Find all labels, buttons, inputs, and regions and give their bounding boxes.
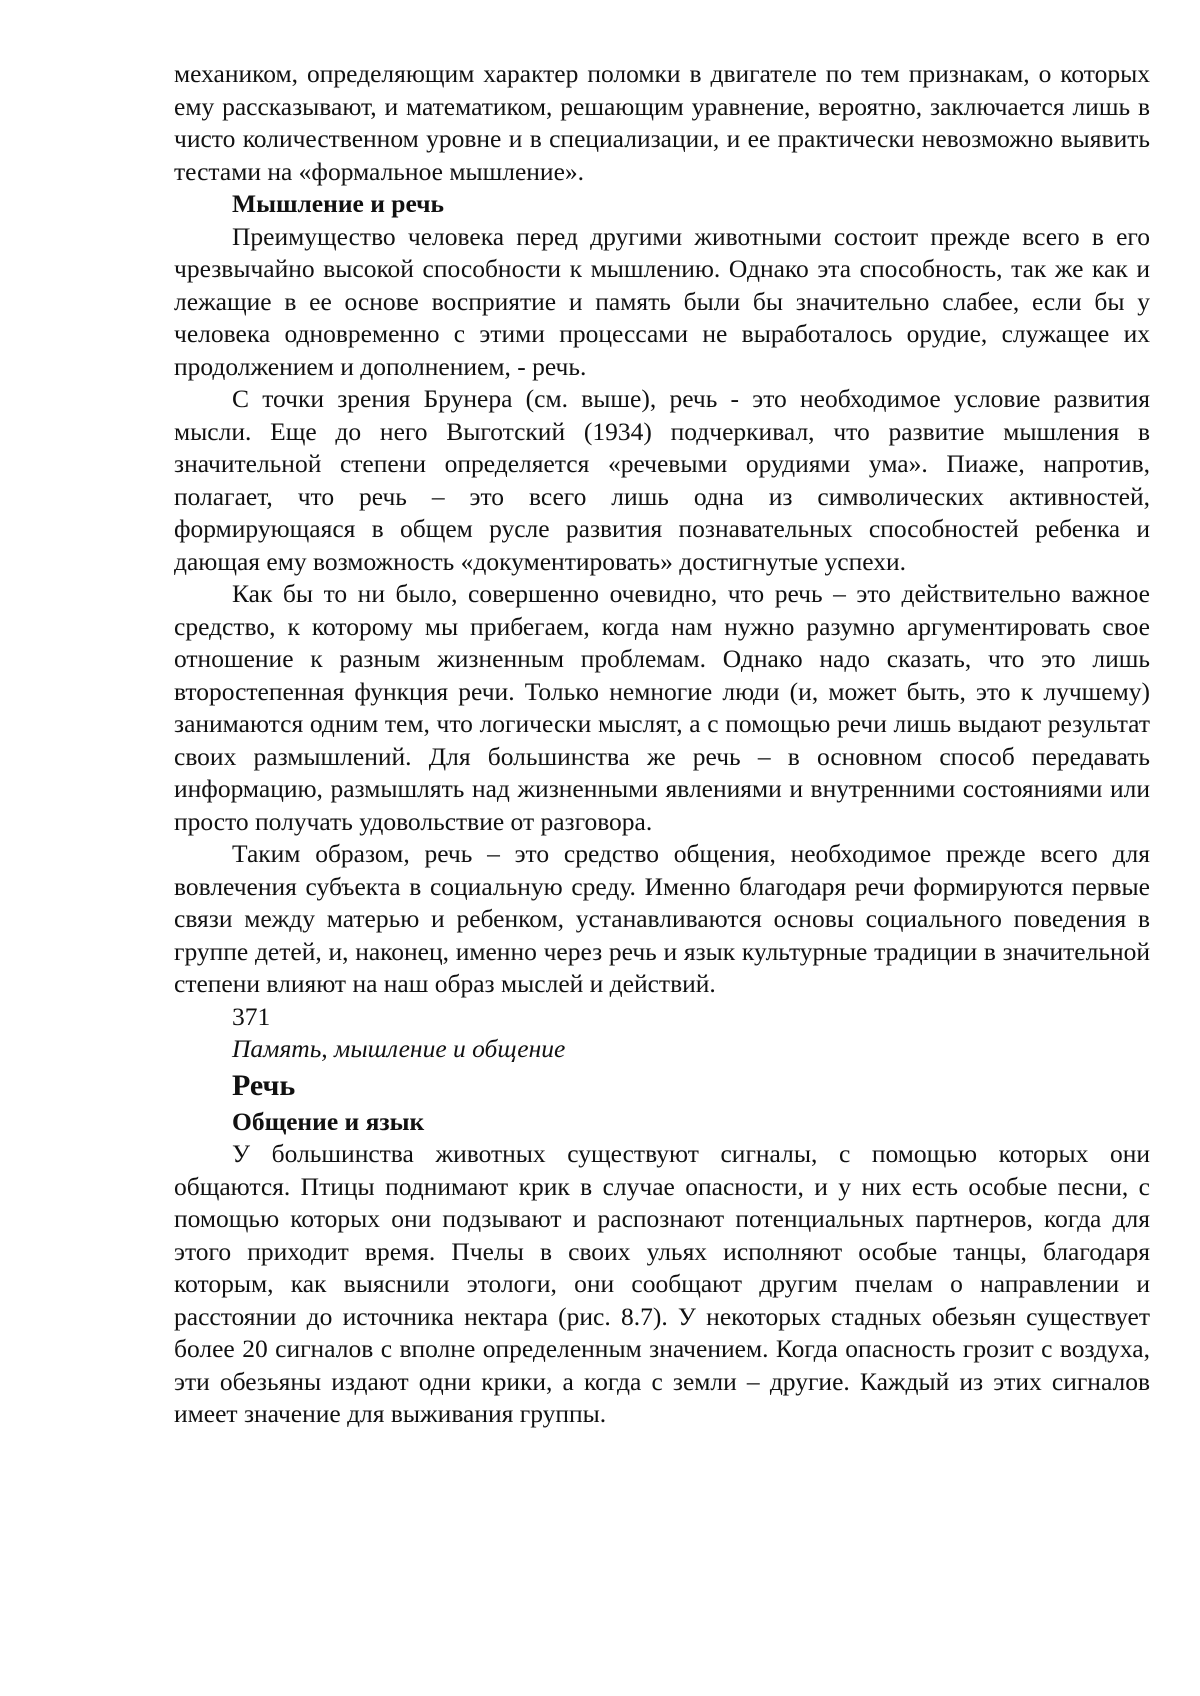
section-heading-thinking-speech: Мышление и речь (232, 189, 445, 218)
running-title: Память, мышление и общение (232, 1034, 566, 1063)
chapter-heading: Речь (232, 1068, 296, 1102)
paragraph: У большинства животных существуют сигналы, с помощью которых они общаются. Птицы поднимают крик в случае опасности, и у них есть особые песни, с помощью которых они подзывают и распознают потенциальных партнеров, когда для этого приходит время. Пчелы в своих ульях исполняют особые танцы, благодаря которым, как выяснили этологи, они сообщают другим пчелам о направлении и расстоянии до источника нектара (рис. 8.7). У некоторых стадных обезьян существует более 20 сигналов с вполне определенным значением. Когда опасность грозит с воздуха, эти обезьяны издают одни крики, а когда с земли – другие. Каждый из этих сигналов имеет значение для выживания группы. (174, 1139, 1150, 1428)
paragraph: Как бы то ни было, совершенно очевидно, что речь – это действительно важное средство, к которому мы прибегаем, когда нам нужно разумно аргументировать свое отношение к разным жизненным проблемам. Однако надо сказать, что это лишь второстепенная функция речи. Только немногие люди (и, может быть, это к лучшему) занимаются одним тем, что логически мыслят, а с помощью речи лишь выдают результат своих размышлений. Для большинства же речь – в основном способ передавать информацию, размышлять над жизненными явлениями и внутренними состояниями или просто получать удовольствие от разговора. (174, 579, 1150, 836)
page-text (174, 58, 1150, 1431)
paragraph: Преимущество человека перед другими животными состоит прежде всего в его чрезвычайно высокой способности к мышлению. Однако эта способность, так же как и лежащие в ее основе восприятие и память были бы значительно слабее, если бы у человека одновременно с этими процессами не выработалось орудие, служащее их продолжением и дополнением, - речь. (174, 221, 1150, 381)
paragraph: Таким образом, речь – это средство общения, необходимое прежде всего для вовлечения субъекта в социальную среду. Именно благодаря речи формируются первые связи между матерью и ребенком, устанавливаются основы социального поведения в группе детей, и, наконец, именно через речь и язык культурные традиции в значительной степени влияют на наш образ мыслей и действий. (174, 839, 1150, 998)
section-heading-communication-language: Общение и язык (232, 1106, 425, 1136)
paragraph: С точки зрения Брунера (см. выше), речь - это необходимое условие развития мысли. Еще до него Выготский (1934) подчеркивал, что развитие мышления в значительной степени определяется «речевыми орудиями ума». Пиаже, напротив, полагает, что речь – это всего лишь одна из символических активностей, формирующаяся в общем русле развития познавательных способностей ребенка и дающая ему возможность «документировать» достигнутые успехи. (174, 384, 1150, 576)
page-number: 371 (232, 1001, 271, 1031)
paragraph-continued: механиком, определяющим характер поломки в двигателе по тем признакам, о которых ему рассказывают, и математиком, решающим уравнение, вероятно, заключается лишь в чисто количественном уровне и в специализации, и ее практически невозможно выявить тестами на «формальное мышление». (174, 59, 1150, 186)
